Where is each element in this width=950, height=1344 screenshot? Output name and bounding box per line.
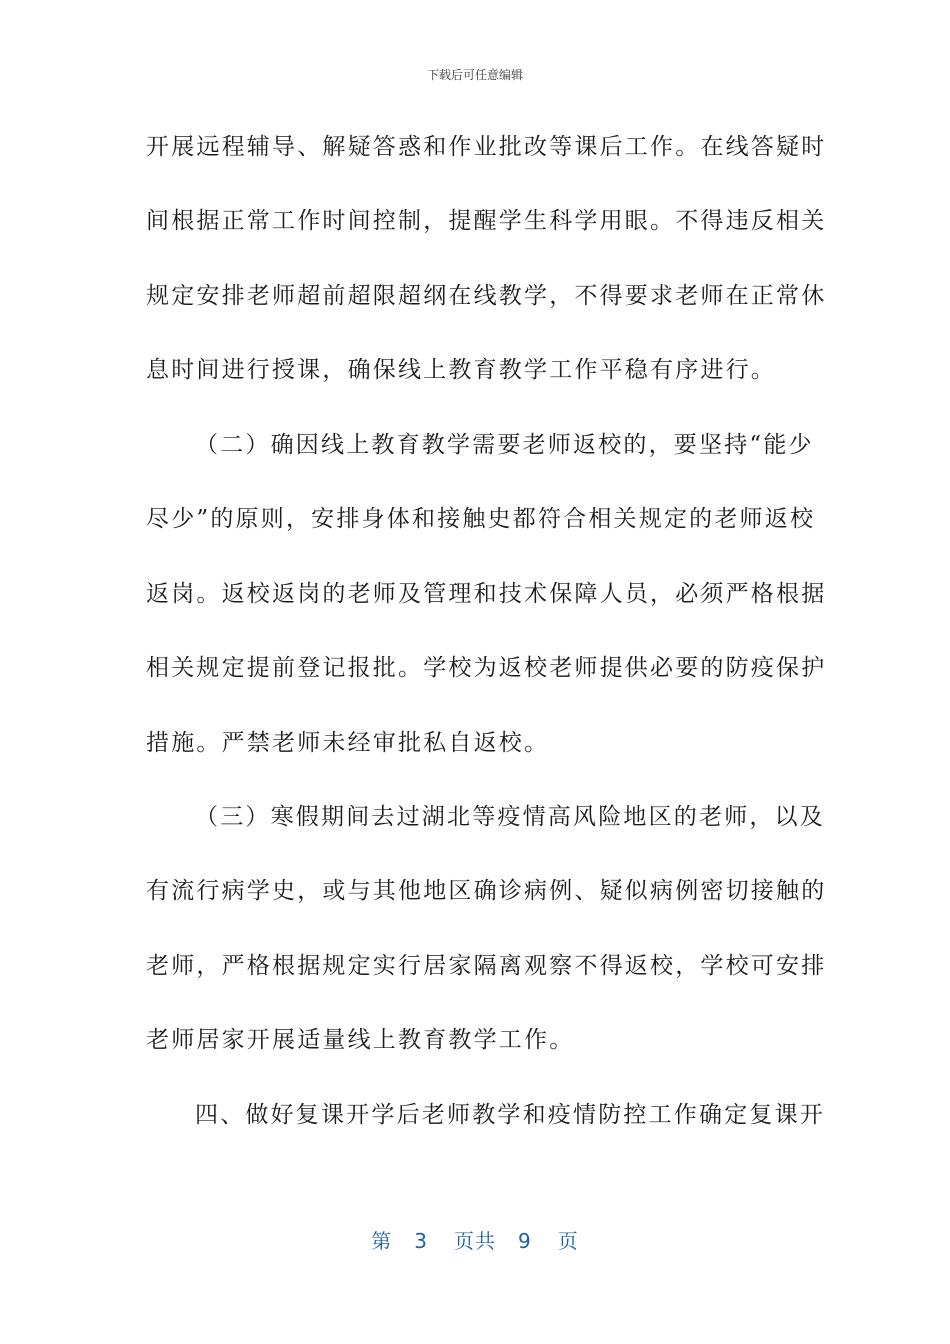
- page-middle: 页共: [454, 1229, 496, 1253]
- body-line: 有流行病学史，或与其他地区确诊病例、疑似病例密切接触的: [146, 878, 827, 904]
- page-header: 下载后可任意编辑: [426, 68, 523, 82]
- body-line: 相关规定提前登记报批。学校为返校老师提供必要的防疫保护: [146, 655, 827, 681]
- body-line: 措施。严禁老师未经审批私自返校。: [146, 730, 550, 756]
- body-line: 规定安排老师超前超限超纲在线教学，不得要求老师在正常休: [146, 283, 827, 309]
- page-prefix: 第: [371, 1229, 393, 1253]
- body-line: 老师居家开展适量线上教育教学工作。: [146, 1027, 575, 1053]
- body-line: 尽少”的原则，安排身体和接触史都符合相关规定的老师返校: [146, 506, 816, 532]
- body-line: 息时间进行授课，确保线上教育教学工作平稳有序进行。: [146, 357, 776, 383]
- section-heading-line: 四、做好复课开学后老师教学和疫情防控工作确定复课开: [195, 1102, 825, 1128]
- body-line: 开展远程辅导、解疑答惑和作业批改等课后工作。在线答疑时: [146, 134, 827, 160]
- current-page-number: 3: [414, 1229, 428, 1253]
- page-suffix: 页: [557, 1229, 579, 1253]
- paragraph-first-line: （二）确因线上教育教学需要老师返校的，要坚持“能少: [195, 432, 814, 458]
- total-pages-number: 9: [518, 1229, 532, 1253]
- paragraph-first-line: （三）寒假期间去过湖北等疫情高风险地区的老师，以及: [195, 804, 825, 830]
- page-footer: [0, 1225, 950, 1254]
- body-line: 间根据正常工作时间控制，提醒学生科学用眼。不得违反相关: [146, 208, 827, 234]
- body-line: 返岗。返校返岗的老师及管理和技术保障人员，必须严格根据: [146, 581, 827, 607]
- body-line: 老师，严格根据规定实行居家隔离观察不得返校，学校可安排: [146, 953, 827, 979]
